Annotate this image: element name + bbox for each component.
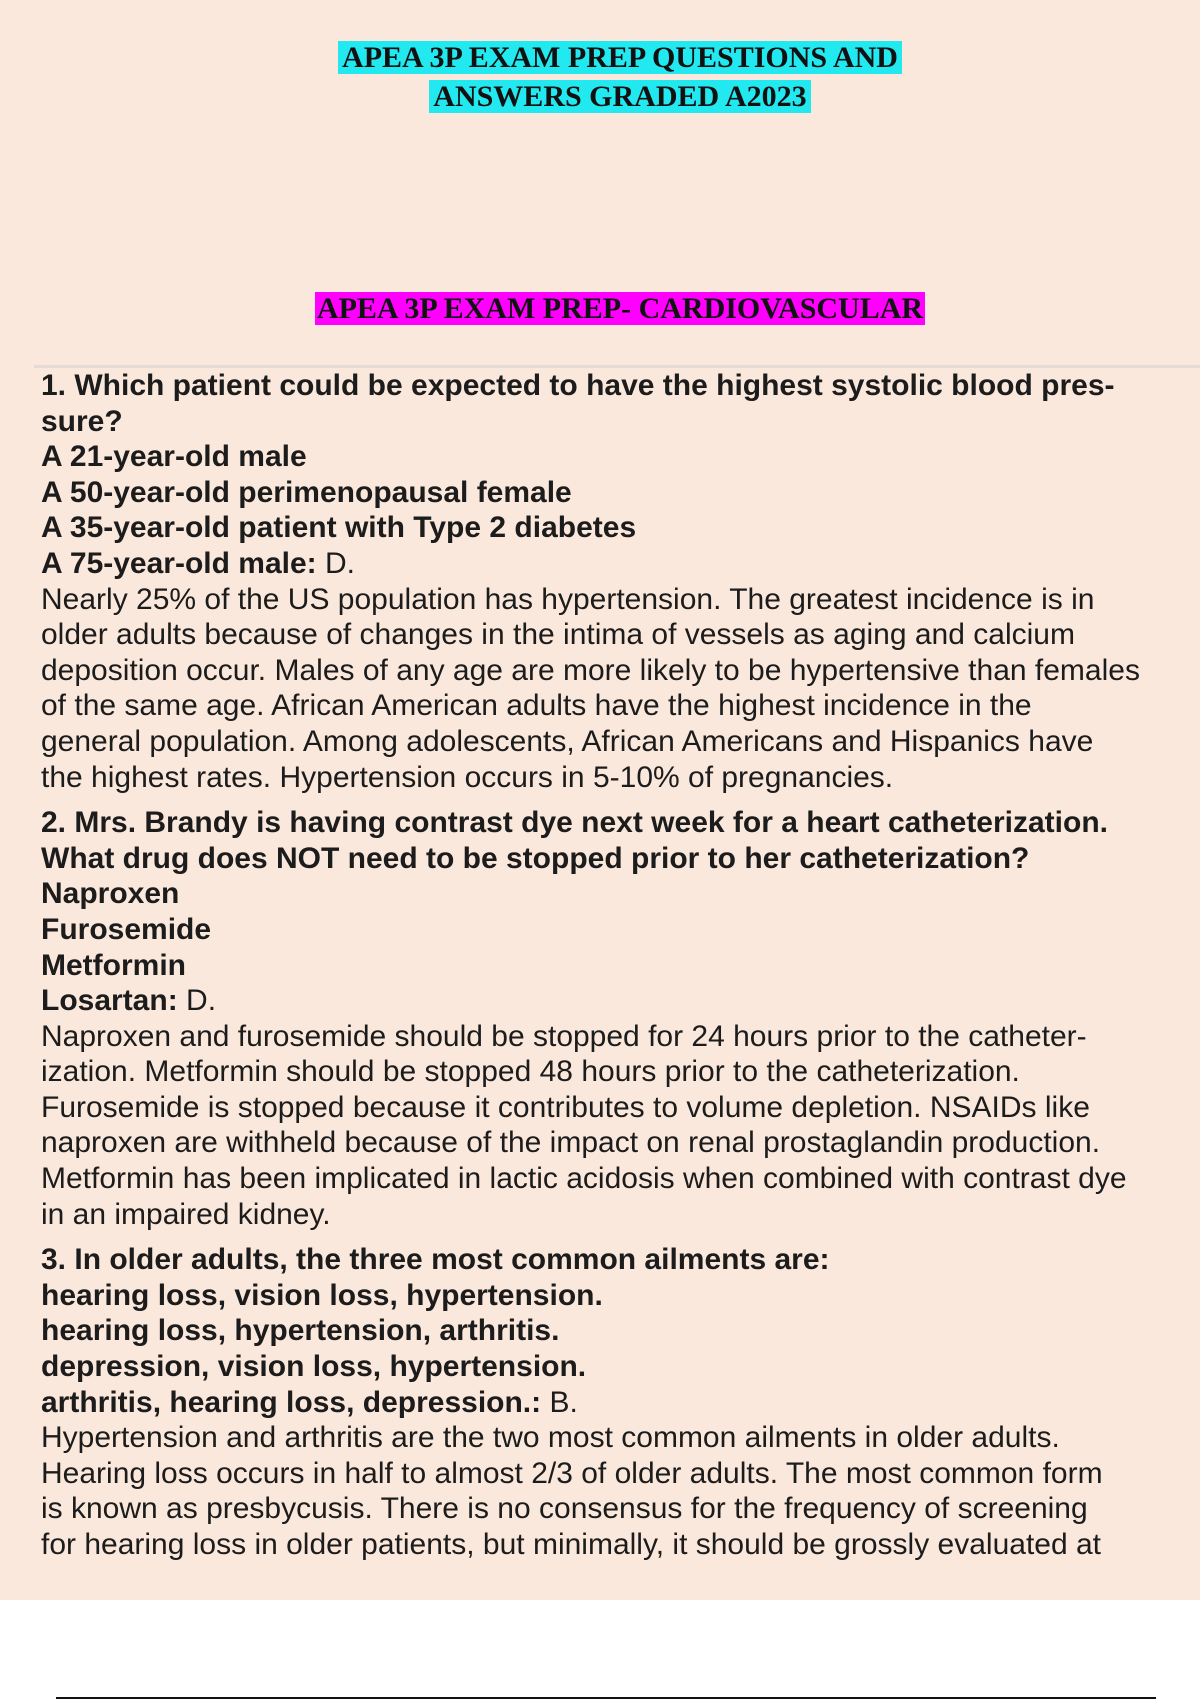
title-line-2: ANSWERS GRADED A2023 bbox=[429, 80, 810, 113]
explanation-line: naproxen are withheld because of the impact on renal prostaglandin production. bbox=[41, 1126, 1101, 1160]
explanation-line: older adults because of changes in the intima of vessels as aging and calcium bbox=[41, 618, 1075, 652]
explanation-line: in an impaired kidney. bbox=[41, 1197, 331, 1231]
title-line-1: APEA 3P EXAM PREP QUESTIONS AND bbox=[338, 41, 902, 74]
answer-option-label: A 75-year-old male: bbox=[41, 546, 317, 580]
explanation-line: Naproxen and furosemide should be stopped for 24 hours prior to the catheter- bbox=[41, 1019, 1087, 1053]
answer-option: Naproxen bbox=[41, 877, 180, 911]
question-stem-line: 3. In older adults, the three most common ailments are: bbox=[41, 1243, 830, 1277]
explanation bbox=[41, 1019, 1191, 1233]
explanation-line: Metformin has been implicated in lactic acidosis when combined with contrast dye bbox=[41, 1162, 1127, 1196]
answer-option: hearing loss, hypertension, arthritis. bbox=[41, 1314, 560, 1348]
explanation bbox=[41, 1420, 1191, 1562]
question-stem-line: 2. Mrs. Brandy is having contrast dye next week for a heart catheterization. bbox=[41, 806, 1108, 840]
answer-option-label: Losartan: bbox=[41, 984, 178, 1018]
answer-option-final bbox=[41, 546, 1191, 582]
answer-option: A 50-year-old perimenopausal female bbox=[41, 475, 572, 509]
question-2 bbox=[41, 805, 1191, 1232]
question-list bbox=[41, 368, 1191, 1563]
explanation-line: deposition occur. Males of any age are more likely to be hypertensive than females bbox=[41, 653, 1140, 687]
answer-option-final bbox=[41, 1385, 1191, 1421]
correct-answer: D. bbox=[316, 546, 355, 580]
explanation-line: the highest rates. Hypertension occurs in 5-10% of pregnancies. bbox=[41, 760, 894, 794]
correct-answer: D. bbox=[177, 984, 217, 1018]
explanation-line: ization. Metformin should be stopped 48 hours prior to the catheterization. bbox=[41, 1055, 1020, 1089]
section-title: APEA 3P EXAM PREP- CARDIOVASCULAR bbox=[316, 292, 924, 325]
explanation-line: Nearly 25% of the US population has hypertension. The greatest incidence is in bbox=[41, 582, 1095, 616]
question-stem-line: sure? bbox=[41, 404, 123, 438]
footer-rule bbox=[56, 1697, 1156, 1699]
question-stem-line: What drug does NOT need to be stopped prior to her catheterization? bbox=[41, 841, 1030, 875]
explanation-line: is known as presbycusis. There is no consensus for the frequency of screening bbox=[41, 1492, 1088, 1526]
explanation-line: of the same age. African American adults have the highest incidence in the bbox=[41, 689, 1032, 723]
explanation bbox=[41, 582, 1191, 796]
question-1 bbox=[41, 368, 1191, 795]
explanation-line: general population. Among adolescents, African Americans and Hispanics have bbox=[41, 724, 1094, 758]
correct-answer: B. bbox=[541, 1385, 578, 1419]
section-heading bbox=[0, 289, 1200, 329]
answer-option: depression, vision loss, hypertension. bbox=[41, 1350, 587, 1384]
question-3 bbox=[41, 1242, 1191, 1562]
answer-option: Metformin bbox=[41, 948, 186, 982]
question-stem-line: 1. Which patient could be expected to have the highest systolic blood pres- bbox=[41, 369, 1115, 402]
answer-option: hearing loss, vision loss, hypertension. bbox=[41, 1278, 603, 1312]
answer-option-final bbox=[41, 983, 1191, 1019]
explanation-line: Hypertension and arthritis are the two most common ailments in older adults. bbox=[41, 1421, 1060, 1455]
explanation-line: Hearing loss occurs in half to almost 2/3 of older adults. The most common form bbox=[41, 1456, 1103, 1490]
document-title bbox=[0, 38, 1200, 116]
explanation-line: for hearing loss in older patients, but minimally, it should be grossly evaluated at bbox=[41, 1528, 1102, 1561]
explanation-line: Furosemide is stopped because it contributes to volume depletion. NSAIDs like bbox=[41, 1090, 1090, 1124]
answer-option-label: arthritis, hearing loss, depression.: bbox=[41, 1385, 542, 1419]
answer-option: A 21-year-old male bbox=[41, 440, 307, 474]
answer-option: Furosemide bbox=[41, 912, 212, 946]
answer-option: A 35-year-old patient with Type 2 diabetes bbox=[41, 511, 637, 545]
